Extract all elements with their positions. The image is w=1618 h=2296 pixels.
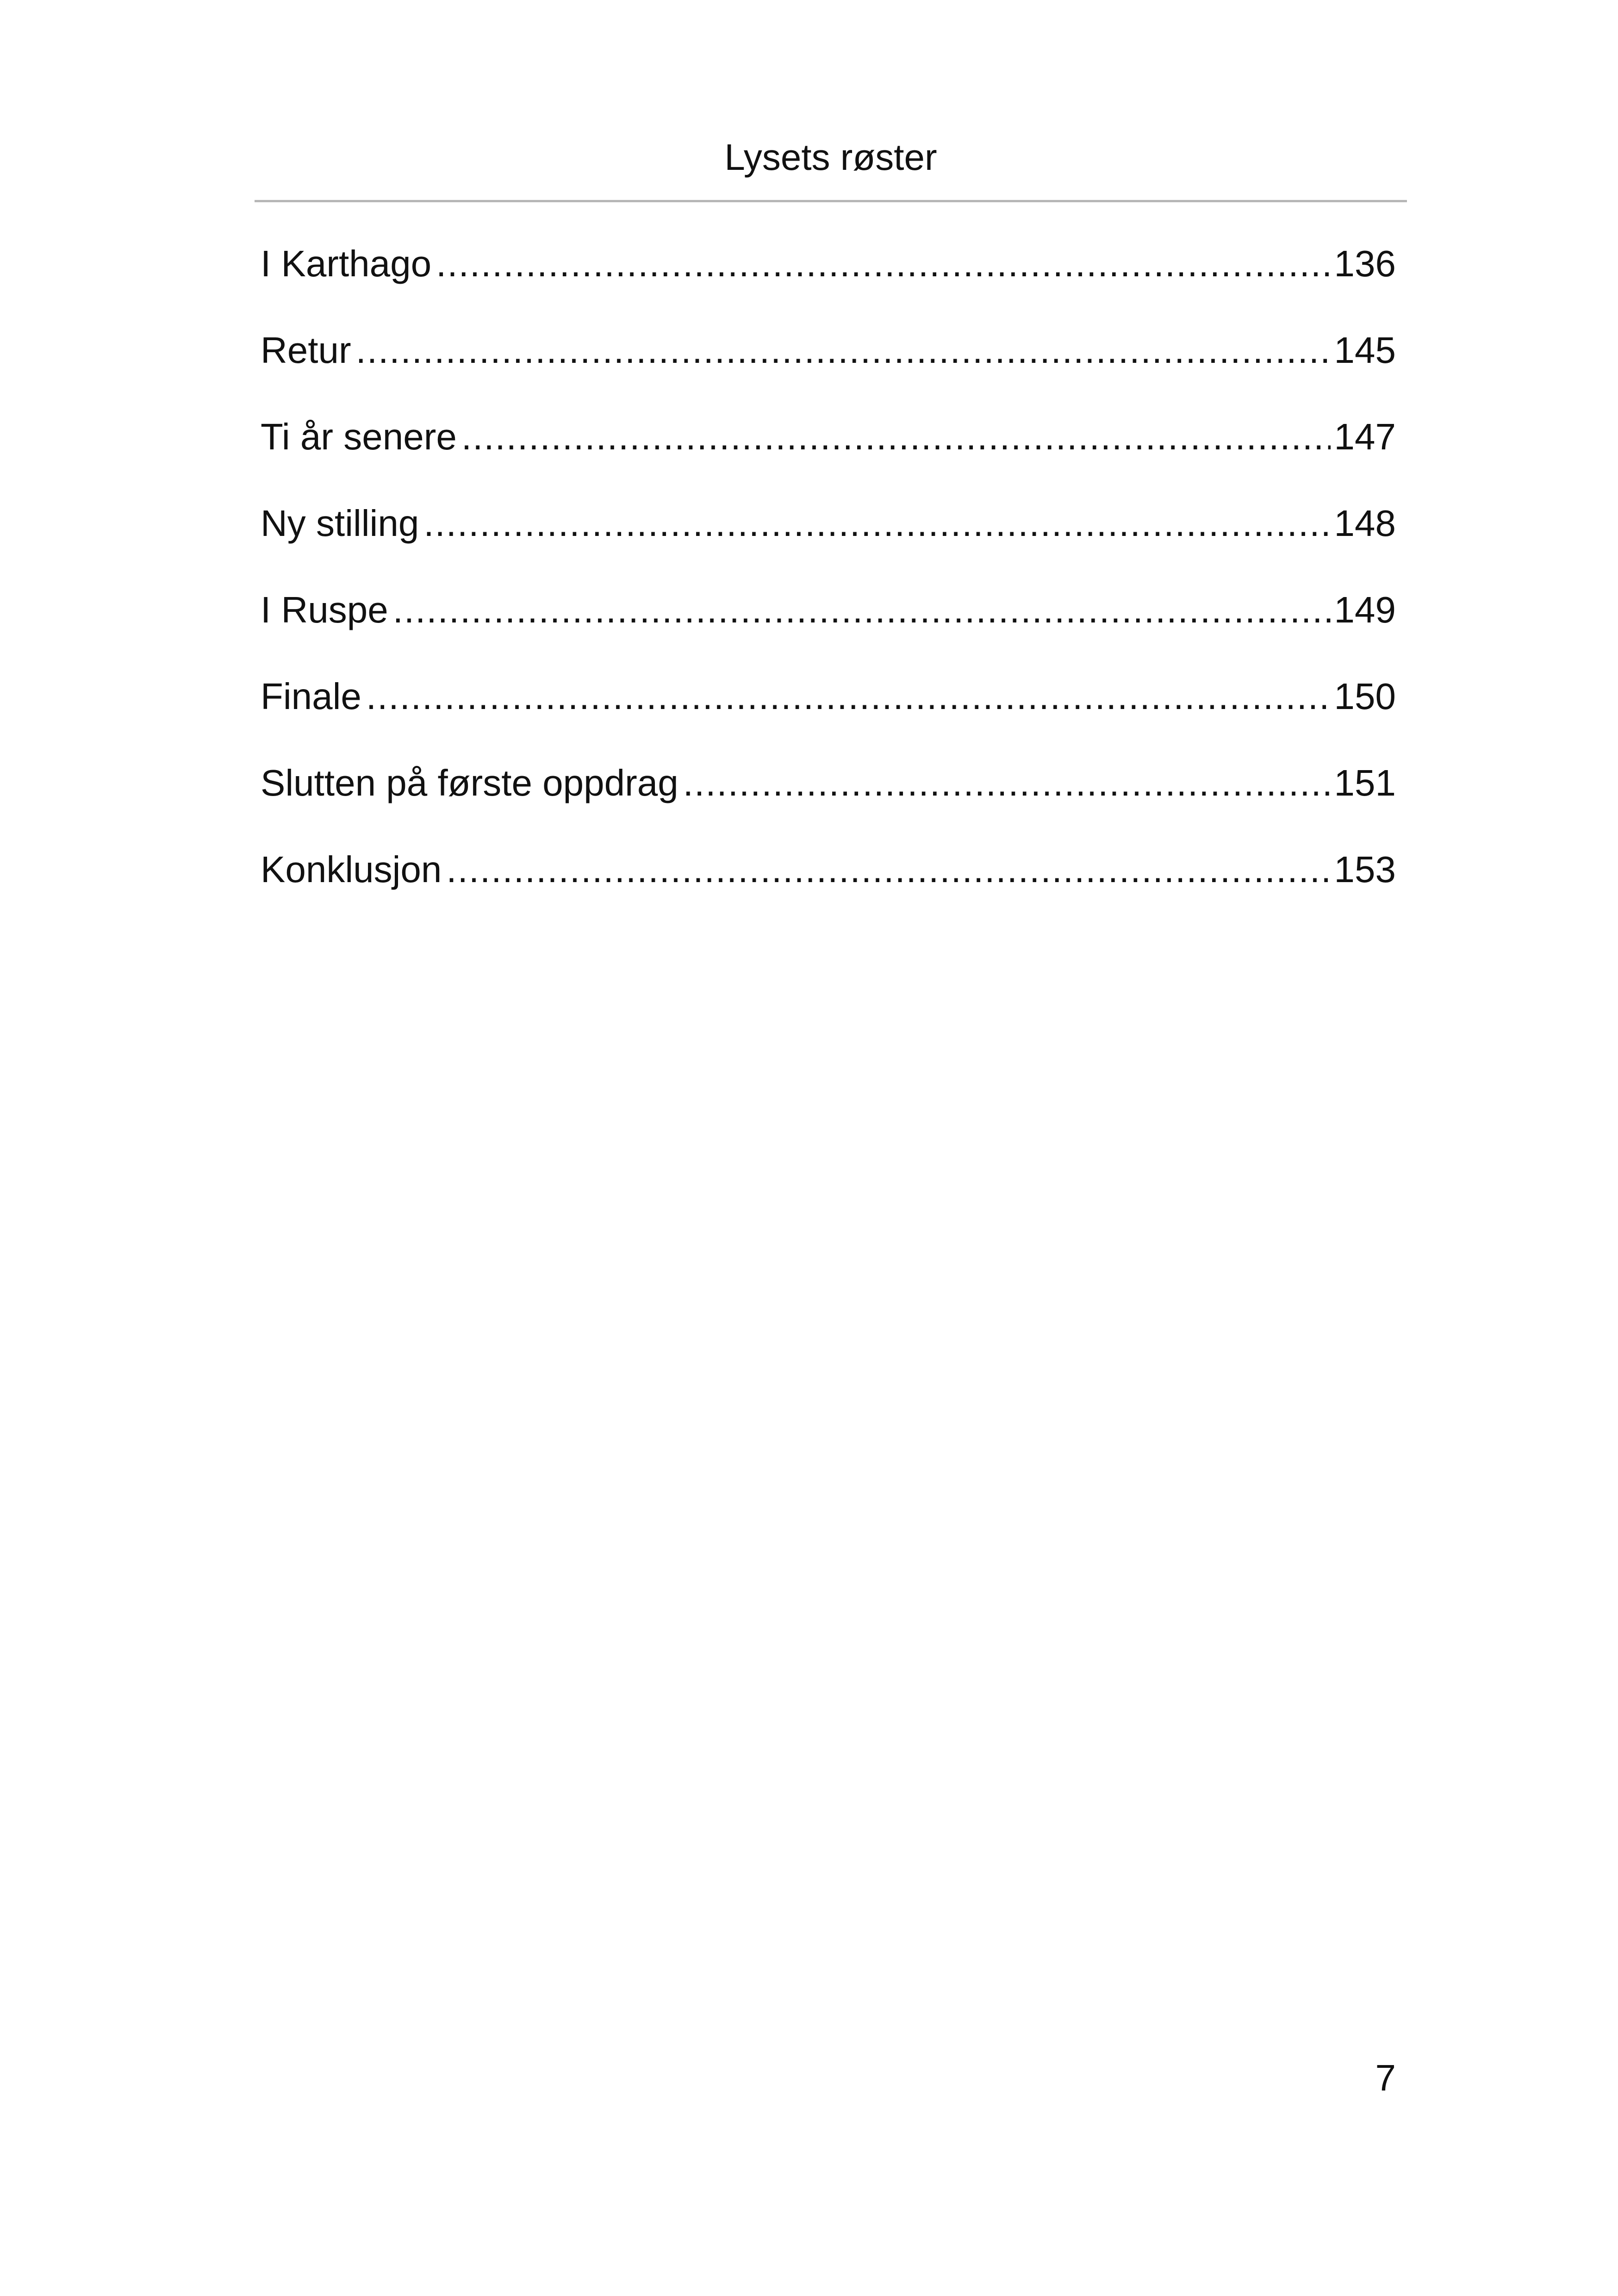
toc-entry-i-karthago[interactable] [261,241,1396,327]
page-number: 7 [1375,2057,1396,2098]
toc-entry-title: I Ruspe [261,589,388,630]
toc-entry-ti-ar-senere[interactable] [261,414,1396,500]
toc-entry-finale[interactable] [261,673,1396,760]
toc-entry-slutten-pa-forste-oppdrag[interactable] [261,760,1396,846]
toc-entry-i-ruspe[interactable] [261,587,1396,673]
dot-leader [436,241,1330,287]
dot-leader [446,846,1330,893]
dot-leader [356,327,1331,373]
table-of-contents [261,241,1396,933]
toc-entry-retur[interactable] [261,327,1396,414]
toc-entry-title: I Karthago [261,243,432,284]
running-header: Lysets røster [724,137,937,178]
toc-entry-page: 151 [1334,762,1396,803]
toc-entry-page: 145 [1334,330,1396,371]
toc-entry-title: Ti år senere [261,416,457,457]
dot-leader [423,500,1330,547]
toc-entry-page: 136 [1334,243,1396,284]
toc-entry-page: 150 [1334,676,1396,717]
toc-entry-title: Ny stilling [261,503,419,544]
toc-entry-page: 153 [1334,849,1396,890]
dot-leader [461,414,1331,460]
toc-entry-page: 147 [1334,416,1396,457]
toc-entry-title: Konklusjon [261,849,442,890]
toc-entry-title: Retur [261,330,351,371]
toc-entry-konklusjon[interactable] [261,846,1396,933]
header-divider [255,200,1407,202]
toc-entry-title: Finale [261,676,361,717]
dot-leader [683,760,1331,806]
dot-leader [393,587,1331,633]
toc-entry-page: 148 [1334,503,1396,544]
toc-entry-title: Slutten på første oppdrag [261,762,678,803]
toc-entry-ny-stilling[interactable] [261,500,1396,587]
dot-leader [366,673,1331,720]
toc-entry-page: 149 [1334,589,1396,630]
